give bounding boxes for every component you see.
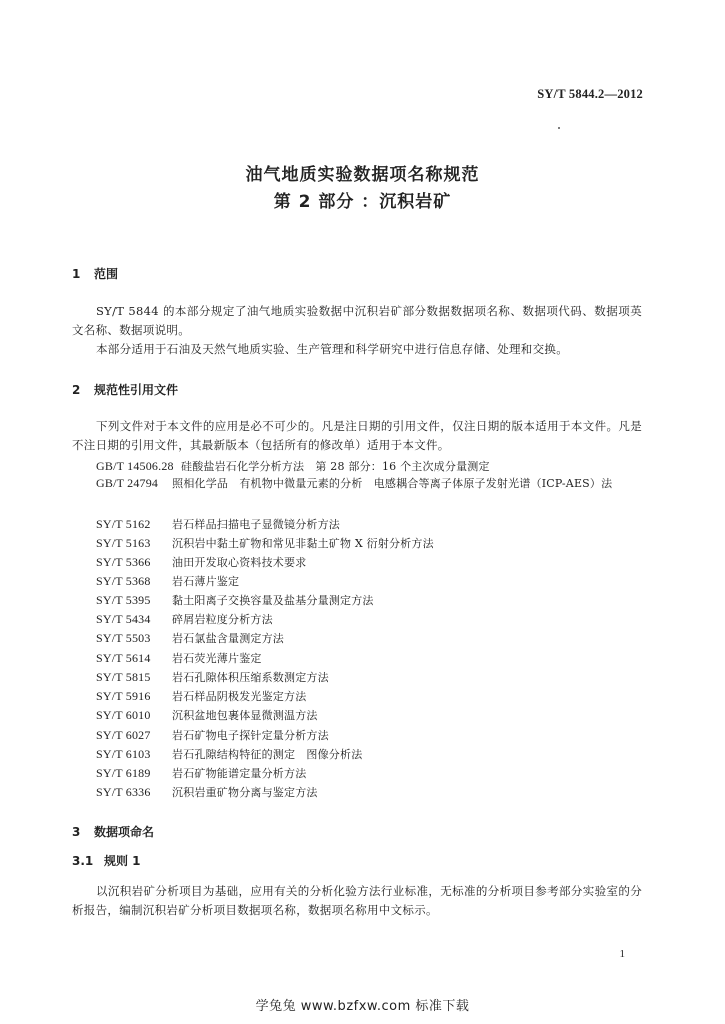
reference-code: SY/T 5162 <box>96 517 151 531</box>
reference-item <box>96 669 329 686</box>
reference-title: 照相化学品 有机物中微量元素的分析 电感耦合等离子体原子发射光谱（ICP-AES）法 <box>172 477 613 490</box>
reference-code: GB/T 24794 <box>96 476 159 490</box>
reference-item <box>96 458 490 475</box>
reference-code: SY/T 6010 <box>96 708 151 722</box>
reference-code: SY/T 5916 <box>96 689 151 703</box>
subsection-3-1-heading <box>72 852 141 869</box>
reference-item <box>96 535 434 552</box>
reference-item <box>96 707 318 724</box>
reference-title: 岩石样品阴极发光鉴定方法 <box>172 690 307 703</box>
reference-title: 岩石氯盐含量测定方法 <box>172 632 284 645</box>
reference-title: 岩石矿物能谱定量分析方法 <box>172 767 307 780</box>
reference-title: 硅酸盐岩石化学分析方法 第 28 部分：16 个主次成分量测定 <box>181 460 490 473</box>
section-number: 2 <box>72 383 81 397</box>
reference-title: 岩石矿物电子探针定量分析方法 <box>172 729 329 742</box>
reference-title: 岩石荧光薄片鉴定 <box>172 652 262 665</box>
reference-title: 油田开发取心资料技术要求 <box>172 556 307 569</box>
scope-paragraph-2: 本部分适用于石油及天然气地质实验、生产管理和科学研究中进行信息存储、处理和交换。 <box>96 342 568 356</box>
scan-speck <box>558 127 560 129</box>
rule-1-paragraph: 以沉积岩矿分析项目为基础，应用有关的分析化验方法行业标准，无标准的分析项目参考部分实验室的分析报告，编制沉积岩矿分析项目数据项名称，数据项名称用中文标示。 <box>72 884 642 917</box>
reference-code: SY/T 5163 <box>96 536 151 550</box>
page-number: 1 <box>619 948 625 960</box>
reference-item <box>96 630 284 647</box>
section-number: 3 <box>72 825 81 839</box>
footer-watermark: 学兔兔 www.bzfxw.com 标准下载 <box>255 999 470 1014</box>
reference-item <box>96 688 306 705</box>
reference-title: 岩石薄片鉴定 <box>172 575 240 588</box>
reference-item <box>96 516 340 533</box>
reference-title: 岩石孔隙结构特征的测定 图像分析法 <box>172 748 363 761</box>
section-title: 范围 <box>94 267 119 281</box>
reference-title: 沉积岩重矿物分离与鉴定方法 <box>172 786 318 799</box>
reference-code: SY/T 6027 <box>96 728 151 742</box>
section-2-heading <box>72 381 178 398</box>
subsection-title: 规则 1 <box>104 854 141 868</box>
section-number: 1 <box>72 267 81 281</box>
reference-item <box>96 746 362 763</box>
reference-title: 岩石孔隙体积压缩系数测定方法 <box>172 671 329 684</box>
reference-code: SY/T 6103 <box>96 747 151 761</box>
reference-code: GB/T 14506.28 <box>96 459 174 473</box>
reference-code: SY/T 5368 <box>96 574 151 588</box>
section-3-heading <box>72 823 154 840</box>
reference-title: 岩石样品扫描电子显微镜分析方法 <box>172 518 340 531</box>
reference-item <box>96 592 374 609</box>
reference-code: SY/T 6336 <box>96 785 151 799</box>
standard-code: SY/T 5844.2—2012 <box>537 87 643 101</box>
document-subtitle: 第 2 部分 ：沉积岩矿 <box>273 192 452 212</box>
reference-item <box>96 727 329 744</box>
reference-title: 沉积盆地包裹体显微测温方法 <box>172 709 318 722</box>
reference-code: SY/T 5366 <box>96 555 151 569</box>
reference-item <box>96 573 239 590</box>
section-1-heading <box>72 265 118 282</box>
section-title: 数据项命名 <box>94 825 155 839</box>
reference-title: 沉积岩中黏土矿物和常见非黏土矿物 X 衍射分析方法 <box>172 537 434 550</box>
reference-item <box>96 554 306 571</box>
scope-paragraph-1: SY/T 5844 的本部分规定了油气地质实验数据中沉积岩矿部分数据数据项名称、数据项代码、数据项英文名称、数据项说明。 <box>72 304 642 337</box>
reference-item <box>96 765 306 782</box>
section-title: 规范性引用文件 <box>94 383 179 397</box>
reference-item <box>72 474 642 493</box>
reference-code: SY/T 5614 <box>96 651 151 665</box>
document-title: 油气地质实验数据项名称规范 <box>245 165 480 185</box>
reference-code: SY/T 5815 <box>96 670 151 684</box>
reference-code: SY/T 6189 <box>96 766 151 780</box>
reference-item <box>96 784 318 801</box>
reference-code: SY/T 5434 <box>96 612 151 626</box>
reference-title: 黏土阳离子交换容量及盐基分量测定方法 <box>172 594 374 607</box>
subsection-number: 3.1 <box>72 854 94 868</box>
reference-code: SY/T 5395 <box>96 593 151 607</box>
reference-item <box>96 650 262 667</box>
reference-title: 碎屑岩粒度分析方法 <box>172 613 273 626</box>
reference-item <box>96 611 273 628</box>
reference-code: SY/T 5503 <box>96 631 151 645</box>
normative-intro-paragraph: 下列文件对于本文件的应用是必不可少的。凡是注日期的引用文件，仅注日期的版本适用于本文件。凡是不注日期的引用文件，其最新版本（包括所有的修改单）适用于本文件。 <box>72 419 642 452</box>
